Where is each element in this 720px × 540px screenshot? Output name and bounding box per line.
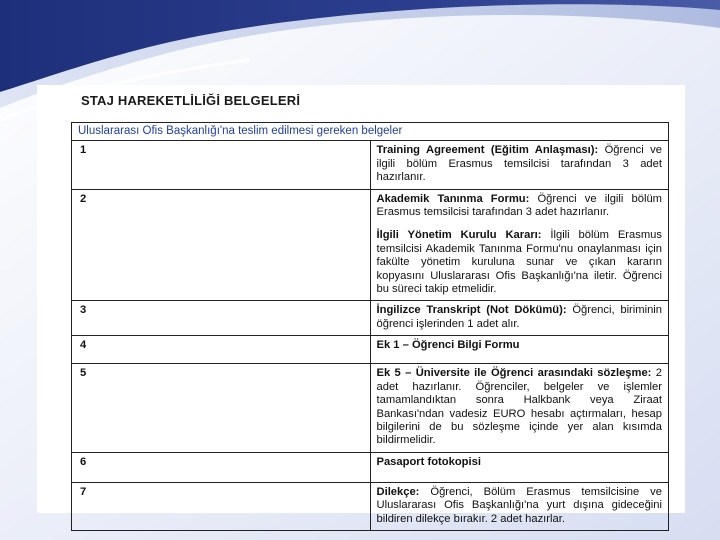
row-number: 6 bbox=[72, 452, 371, 482]
row-text: Öğrenci ve ilgili bölüm Erasmus temsilcisi tarafından 3 adet hazırlanır. bbox=[376, 144, 662, 184]
row-paragraph-2 bbox=[377, 229, 663, 296]
row-content bbox=[370, 364, 669, 452]
row-text: Öğrenci, biriminin öğrenci işlerinden 1 adet alır. bbox=[376, 304, 663, 330]
documents-table bbox=[71, 122, 669, 531]
row-heading: İngilizce Transkript (Not Dökümü): bbox=[376, 304, 567, 317]
row-heading: Dilekçe: bbox=[376, 485, 420, 498]
row-content bbox=[370, 189, 669, 301]
row-content bbox=[370, 336, 669, 364]
row-heading: Ek 5 – Üniversite ile Öğrenci arasındaki sözleşme: bbox=[376, 367, 652, 380]
table-row bbox=[72, 189, 669, 301]
row-number: 5 bbox=[72, 364, 371, 452]
document-title: STAJ HAREKETLİLİĞİ BELGELERİ bbox=[81, 93, 301, 108]
row-text: Öğrenci ve ilgili bölüm Erasmus temsilcisi tarafından 3 adet hazırlanır. bbox=[376, 192, 662, 219]
document-page bbox=[37, 85, 685, 525]
row-heading: Pasaport fotokopisi bbox=[376, 455, 481, 468]
row-content bbox=[370, 482, 669, 530]
row-number: 4 bbox=[72, 336, 371, 364]
row-heading: Training Agreement (Eğitim Anlaşması): bbox=[376, 144, 599, 157]
row-text: Öğrenci, Bölüm Erasmus temsilcisine ve Uluslararası Ofis Başkanlığı'na yurt dışına gideceğini bildiren dilekçe bırakır. 2 adet hazırlar. bbox=[376, 485, 662, 525]
table-row bbox=[72, 364, 669, 452]
table-header-row bbox=[72, 123, 669, 141]
row-number: 7 bbox=[72, 482, 371, 530]
row-text-2: İlgili bölüm Erasmus temsilcisi Akademik Tanınma Formu'nu onaylanması için fakülte yönetim kuruluna sunar ve çıkan kararın kopyasını Uluslararası Ofis Başkanlığı'na iletir. Öğrenci bu süreci takip etmelidir. bbox=[376, 229, 662, 296]
table-header: Uluslararası Ofis Başkanlığı'na teslim edilmesi gereken belgeler bbox=[72, 123, 669, 141]
table-row bbox=[72, 301, 669, 336]
table-row bbox=[72, 336, 669, 364]
table-row bbox=[72, 452, 669, 482]
row-text: 2 adet hazırlanır. Öğrenciler, belgeler ve işlemler tamamlandıktan sonra Halkbank veya Ziraat Bankası'ndan vadesiz EURO hesabı açtırmaları, hesap bilgilerini de bu sözleşme içinde yer alan kısımda bildirmelidir. bbox=[376, 367, 662, 447]
row-heading-2: İlgili Yönetim Kurulu Kararı: bbox=[376, 229, 542, 242]
table-row bbox=[72, 141, 669, 189]
row-content bbox=[370, 141, 669, 189]
row-content bbox=[370, 301, 669, 336]
table-row bbox=[72, 482, 669, 530]
row-number: 3 bbox=[72, 301, 371, 336]
row-number: 1 bbox=[72, 141, 371, 189]
row-number: 2 bbox=[72, 189, 371, 301]
row-content bbox=[370, 452, 669, 482]
row-heading: Akademik Tanınma Formu: bbox=[376, 192, 530, 205]
row-heading: Ek 1 – Öğrenci Bilgi Formu bbox=[376, 339, 520, 352]
